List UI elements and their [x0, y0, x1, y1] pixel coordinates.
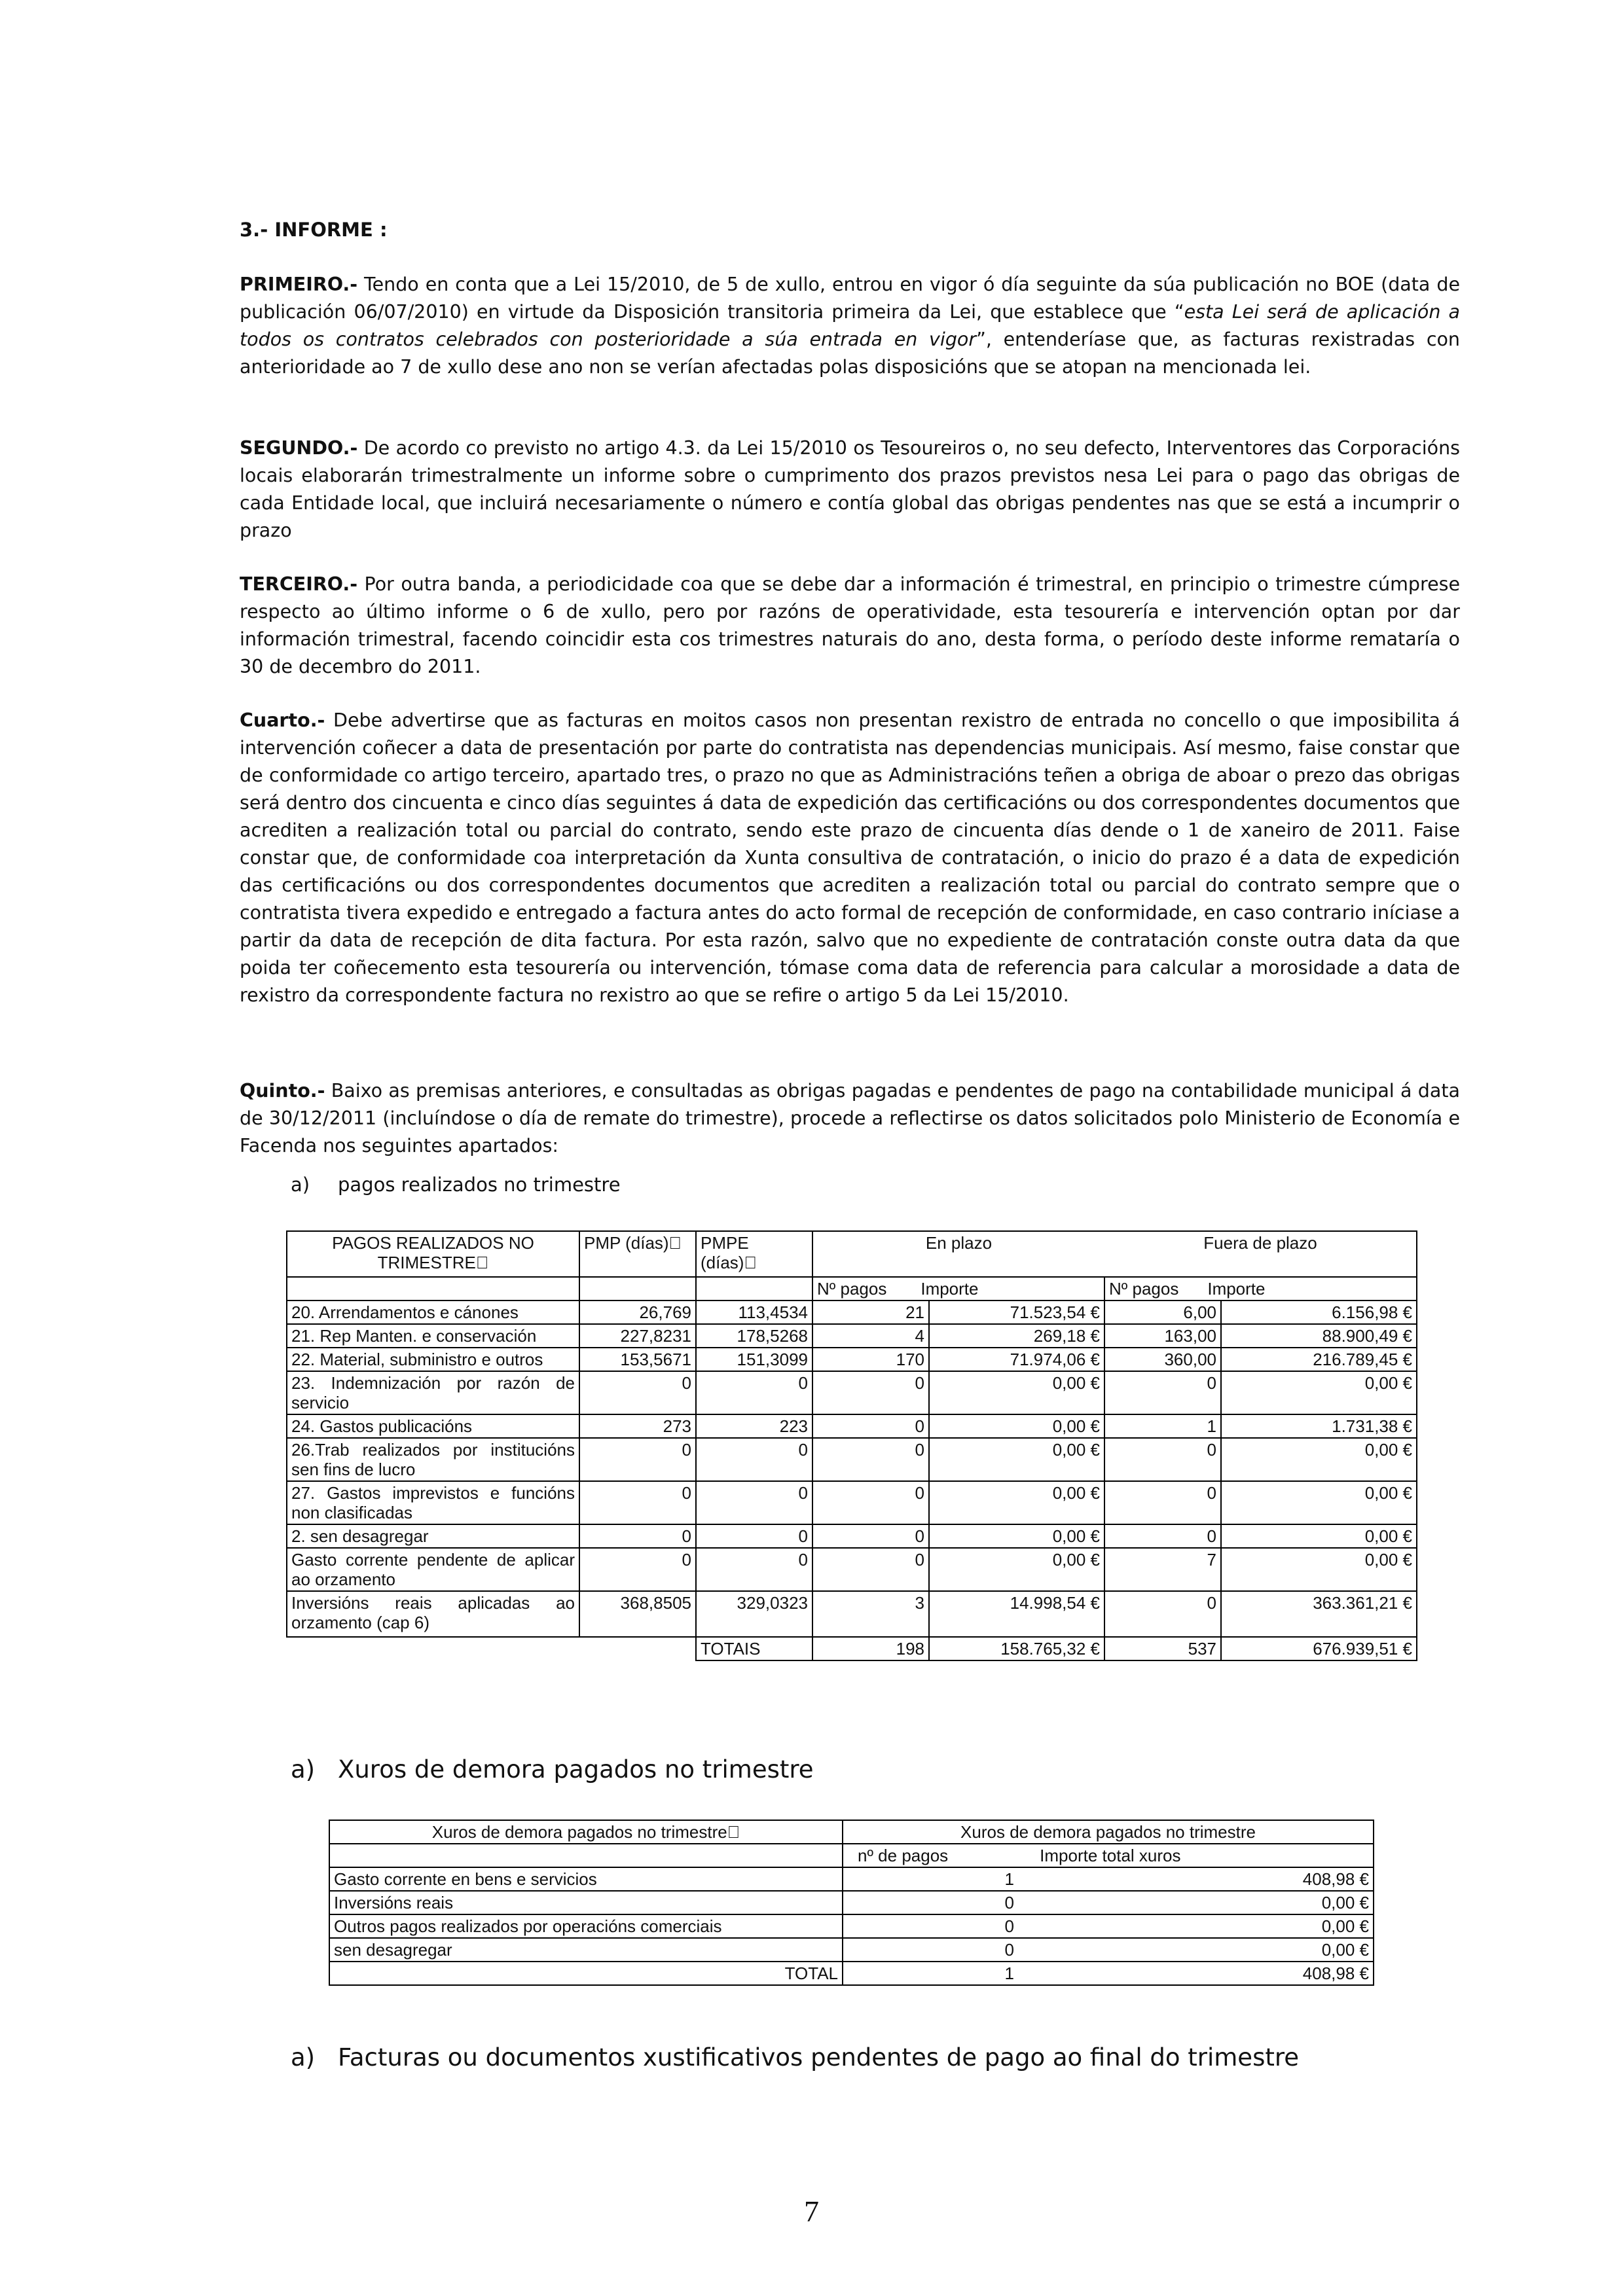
cell-fuera-n: 1 [1104, 1414, 1221, 1438]
row-label: sen desagregar [329, 1938, 843, 1962]
total-importe: 408,98 € [1018, 1962, 1374, 1985]
cell-en-n: 3 [812, 1591, 929, 1637]
paragraph-text: De acordo co previsto no artigo 4.3. da Lei 15/2010 os Tesoureiros o, no seu defecto, Interventores das Corporacións locais elaborarán trimestralmente un informe sobre o cumprimento dos prazos previstos nesa Lei para o pago das obrigas de cada Entidade local, que incluirá necesariamente o número e contía global das obrigas pendentes nas que se está a incumprir o prazo [240, 437, 1460, 541]
cell-en-n: 0 [812, 1438, 929, 1481]
cell-fuera-importe: 0,00 € [1221, 1524, 1417, 1548]
header-pmpe: PMPE (días) [696, 1231, 812, 1277]
cell-pmp: 0 [579, 1524, 696, 1548]
page-number: 7 [804, 2195, 819, 2228]
cell-fuera-n: 0 [1104, 1481, 1221, 1524]
paragraph-lead: SEGUNDO.- [240, 437, 358, 459]
paragraph-text: Baixo as premisas anteriores, e consultadas as obrigas pagadas e pendentes de pago na contabilidade municipal á data de 30/12/2011 (incluíndose o día de remate do trimestre), procede a reflectirse os datos solicitados polo Ministerio de Economía e Facenda nos seguintes apartados: [240, 1080, 1460, 1157]
table-row [287, 1524, 1417, 1548]
paragraph-text: Debe advertirse que as facturas en moitos casos non presentan rexistro de entrada no concello o que imposibilita á intervención coñecer a data de presentación por parte do contratista nas dependencias municipais. Así mesmo, faise constar que de conformidade co artigo terceiro, apartado tres, o prazo no que as Administracións teñen a obriga de aboar o prezo das obrigas será dentro dos cincuenta e cinco días seguintes á data de expedición das certificacións ou dos correspondentes documentos que acrediten a realización total ou parcial do contrato, sendo este prazo de cincuenta días dende o 1 de xaneiro de 2011. Faise constar que, de conformidade coa interpretación da Xunta consultiva de contratación, o inicio do prazo é a data de expedición das certificacións ou dos correspondentes documentos que acrediten a realización total ou parcial do contrato sempre que o contratista tivera expedido e entregado a factura antes do acto formal de recepción de conformidade, en caso contrario iníciase a partir da data de recepción de dita factura. Por esta razón, salvo que no expediente de contratación conste outra data da que poida ter coñecemento esta tesourería ou intervención, tómase coma data de referencia para calcular a morosidade a data de rexistro da correspondente factura no rexistro ao que se refire o artigo 5 da Lei 15/2010. [240, 709, 1460, 1006]
table-row [329, 1891, 1374, 1914]
totals-label: TOTAIS [696, 1637, 812, 1660]
cell-pmpe: 0 [696, 1524, 812, 1548]
subheader-importe: Importe [1207, 1279, 1266, 1299]
cell-fuera-n: 0 [1104, 1524, 1221, 1548]
cell-n-pagos: 0 [843, 1914, 1018, 1938]
list-item-label: a) [291, 1755, 316, 1784]
empty-cell [287, 1277, 579, 1300]
subheader-en-plazo [812, 1277, 1104, 1300]
cell-importe: 0,00 € [1018, 1891, 1374, 1914]
cell-fuera-importe: 216.789,45 € [1221, 1348, 1417, 1371]
cell-fuera-n: 6,00 [1104, 1300, 1221, 1324]
subheader-fuera-plazo [1104, 1277, 1417, 1300]
cell-importe: 0,00 € [1018, 1938, 1374, 1962]
cell-pmpe: 223 [696, 1414, 812, 1438]
subheader-n-pagos: nº de pagos [858, 1846, 949, 1865]
paragraph-quote: esta Lei será de aplicación a todos os contratos celebrados con posterioridade a súa entrada en vigor [240, 301, 1460, 350]
row-label: Inversións reais [329, 1891, 843, 1914]
table-row [287, 1371, 1417, 1414]
paragraph-primeiro [240, 271, 1460, 381]
row-label: 24. Gastos publicacións [287, 1414, 579, 1438]
section-heading: 3.- INFORME : [240, 219, 388, 241]
cell-pmpe: 0 [696, 1481, 812, 1524]
cell-fuera-importe: 6.156,98 € [1221, 1300, 1417, 1324]
cell-pmp: 0 [579, 1548, 696, 1591]
empty-cell [287, 1637, 579, 1660]
table-row [329, 1914, 1374, 1938]
total-fuera-n: 537 [1104, 1637, 1221, 1660]
row-label: Inversións reais aplicadas ao orzamento (cap 6) [287, 1591, 579, 1637]
cell-fuera-n: 163,00 [1104, 1324, 1221, 1348]
totals-row [287, 1637, 1417, 1660]
cell-pmpe: 0 [696, 1548, 812, 1591]
cell-pmp: 0 [579, 1371, 696, 1414]
xuros-table [329, 1820, 1374, 1986]
cell-pmp: 273 [579, 1414, 696, 1438]
cell-n-pagos: 1 [843, 1867, 1018, 1891]
cell-fuera-importe: 1.731,38 € [1221, 1414, 1417, 1438]
subheader-importe: Importe total xuros [1040, 1846, 1181, 1865]
table-row [287, 1591, 1417, 1637]
empty-cell [579, 1637, 696, 1660]
cell-n-pagos: 0 [843, 1938, 1018, 1962]
row-label: Gasto corrente en bens e servicios [329, 1867, 843, 1891]
cell-pmp: 26,769 [579, 1300, 696, 1324]
cell-fuera-n: 7 [1104, 1548, 1221, 1591]
paragraph-text: Por outra banda, a periodicidade coa que se debe dar a información é trimestral, en principio o trimestre cúmprese respecto ao último informe o 6 de xullo, pero por razóns de operatividade, esta tesourería e intervención optan por dar información trimestral, facendo coincidir esta cos trimestres naturais do ano, desta forma, o período deste informe remataría o 30 de decembro do 2011. [240, 573, 1460, 677]
cell-importe: 0,00 € [1018, 1914, 1374, 1938]
cell-fuera-importe: 0,00 € [1221, 1548, 1417, 1591]
total-en-importe: 158.765,32 € [929, 1637, 1104, 1660]
cell-en-importe: 71.974,06 € [929, 1348, 1104, 1371]
cell-n-pagos: 0 [843, 1891, 1018, 1914]
table-row [287, 1438, 1417, 1481]
list-item-text: pagos realizados no trimestre [338, 1174, 621, 1196]
cell-pmpe: 178,5268 [696, 1324, 812, 1348]
table-header-row [287, 1231, 1417, 1277]
row-label: 21. Rep Manten. e conservación [287, 1324, 579, 1348]
list-item-pagos [291, 1174, 621, 1196]
subheader-n-pagos: Nº pagos [1109, 1279, 1179, 1299]
cell-en-n: 0 [812, 1371, 929, 1414]
cell-fuera-importe: 0,00 € [1221, 1438, 1417, 1481]
table-row [287, 1324, 1417, 1348]
cell-pmpe: 329,0323 [696, 1591, 812, 1637]
cell-pmp: 0 [579, 1438, 696, 1481]
totals-row [329, 1962, 1374, 1985]
paragraph-cuarto [240, 707, 1460, 1009]
cell-en-importe: 0,00 € [929, 1524, 1104, 1548]
cell-fuera-importe: 0,00 € [1221, 1371, 1417, 1414]
header-en-plazo: En plazo [812, 1231, 1104, 1277]
cell-pmpe: 151,3099 [696, 1348, 812, 1371]
cell-en-n: 0 [812, 1548, 929, 1591]
totals-label: TOTAL [329, 1962, 843, 1985]
cell-fuera-n: 0 [1104, 1438, 1221, 1481]
subheader-xuros [843, 1844, 1374, 1867]
table-row [287, 1348, 1417, 1371]
cell-en-importe: 0,00 € [929, 1481, 1104, 1524]
table-row [287, 1481, 1417, 1524]
table-header-row [329, 1820, 1374, 1844]
total-en-n: 198 [812, 1637, 929, 1660]
cell-en-importe: 0,00 € [929, 1414, 1104, 1438]
empty-cell [696, 1277, 812, 1300]
cell-importe: 408,98 € [1018, 1867, 1374, 1891]
row-label: 2. sen desagregar [287, 1524, 579, 1548]
cell-en-importe: 71.523,54 € [929, 1300, 1104, 1324]
cell-fuera-n: 0 [1104, 1371, 1221, 1414]
table-row [287, 1300, 1417, 1324]
cell-en-importe: 14.998,54 € [929, 1591, 1104, 1637]
table-row [287, 1414, 1417, 1438]
header-xuros: Xuros de demora pagados no trimestre [329, 1820, 843, 1844]
cell-en-importe: 0,00 € [929, 1371, 1104, 1414]
cell-pmp: 153,5671 [579, 1348, 696, 1371]
table-row [329, 1938, 1374, 1962]
cell-en-n: 0 [812, 1481, 929, 1524]
cell-pmp: 227,8231 [579, 1324, 696, 1348]
cell-en-importe: 0,00 € [929, 1548, 1104, 1591]
total-n-pagos: 1 [843, 1962, 1018, 1985]
pagos-table [286, 1230, 1417, 1661]
cell-en-importe: 0,00 € [929, 1438, 1104, 1481]
cell-pmpe: 113,4534 [696, 1300, 812, 1324]
cell-fuera-importe: 88.900,49 € [1221, 1324, 1417, 1348]
subheader-importe: Importe [921, 1279, 979, 1299]
row-label: Outros pagos realizados por operacións comerciais [329, 1914, 843, 1938]
cell-en-n: 4 [812, 1324, 929, 1348]
cell-fuera-n: 360,00 [1104, 1348, 1221, 1371]
row-label: Gasto corrente pendente de aplicar ao orzamento [287, 1548, 579, 1591]
list-item-text: Facturas ou documentos xustificativos pendentes de pago ao final do trimestre [338, 2043, 1300, 2072]
header-pmp: PMP (días) [579, 1231, 696, 1277]
row-label: 22. Material, subministro e outros [287, 1348, 579, 1371]
header-xuros-pagados: Xuros de demora pagados no trimestre [843, 1820, 1374, 1844]
paragraph-text: Tendo en conta que a Lei 15/2010, de 5 de xullo, entrou en vigor ó día seguinte da súa publicación no BOE (data de publicación 06/07/2010) en virtude da Disposición transitoria primeira da Lei, que establece que “ [240, 274, 1460, 323]
paragraph-quinto [240, 1077, 1460, 1160]
cell-fuera-importe: 0,00 € [1221, 1481, 1417, 1524]
cell-en-importe: 269,18 € [929, 1324, 1104, 1348]
list-item-facturas [291, 2043, 1299, 2072]
row-label: 26.Trab realizados por institucións sen fins de lucro [287, 1438, 579, 1481]
subheader-n-pagos: Nº pagos [817, 1279, 887, 1299]
header-pagos: PAGOS REALIZADOS NO TRIMESTRE [287, 1231, 579, 1277]
cell-pmp: 0 [579, 1481, 696, 1524]
list-item-label: a) [291, 1174, 310, 1196]
table-subheader-row [287, 1277, 1417, 1300]
cell-en-n: 21 [812, 1300, 929, 1324]
empty-cell [329, 1844, 843, 1867]
list-item-xuros [291, 1755, 814, 1784]
cell-fuera-importe: 363.361,21 € [1221, 1591, 1417, 1637]
cell-pmp: 368,8505 [579, 1591, 696, 1637]
table-subheader-row [329, 1844, 1374, 1867]
cell-en-n: 0 [812, 1524, 929, 1548]
paragraph-lead: Cuarto.- [240, 709, 325, 731]
row-label: 23. Indemnización por razón de servicio [287, 1371, 579, 1414]
table-row [329, 1867, 1374, 1891]
cell-en-n: 0 [812, 1414, 929, 1438]
table-row [287, 1548, 1417, 1591]
paragraph-lead: PRIMEIRO.- [240, 274, 358, 295]
paragraph-terceiro [240, 571, 1460, 681]
list-item-label: a) [291, 2043, 316, 2072]
cell-en-n: 170 [812, 1348, 929, 1371]
row-label: 20. Arrendamentos e cánones [287, 1300, 579, 1324]
paragraph-text: ”, entenderíase que, as facturas rexistradas con anterioridade ao 7 de xullo dese ano non se verían afectadas polas disposicións que se atopan na mencionada lei. [240, 329, 1460, 378]
empty-cell [579, 1277, 696, 1300]
header-fuera-plazo: Fuera de plazo [1104, 1231, 1417, 1277]
list-item-text: Xuros de demora pagados no trimestre [338, 1755, 814, 1784]
paragraph-segundo [240, 435, 1460, 545]
row-label: 27. Gastos imprevistos e funcións non clasificadas [287, 1481, 579, 1524]
total-fuera-importe: 676.939,51 € [1221, 1637, 1417, 1660]
cell-fuera-n: 0 [1104, 1591, 1221, 1637]
paragraph-lead: TERCEIRO.- [240, 573, 358, 595]
cell-pmpe: 0 [696, 1371, 812, 1414]
paragraph-lead: Quinto.- [240, 1080, 325, 1102]
cell-pmpe: 0 [696, 1438, 812, 1481]
